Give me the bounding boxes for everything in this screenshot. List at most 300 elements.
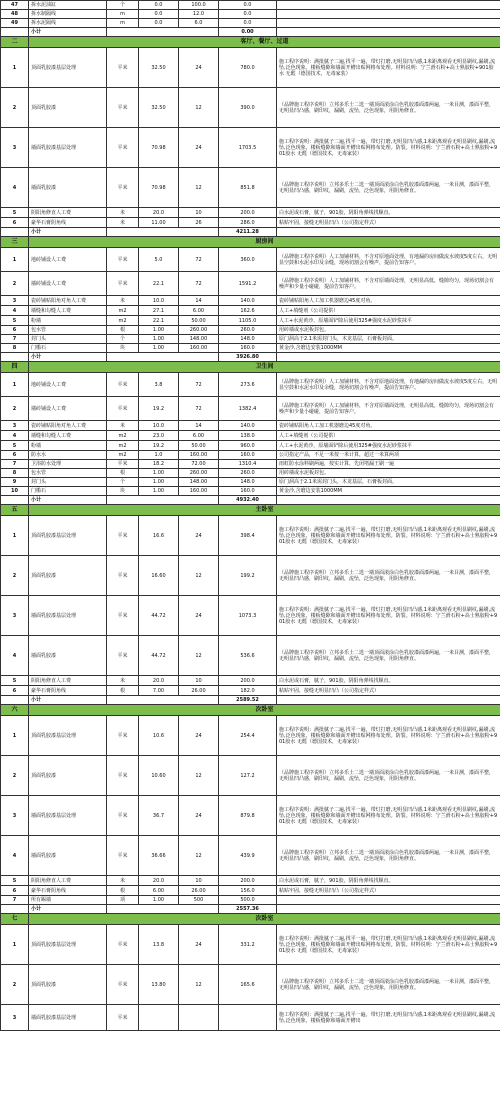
item-name: 墙砖铺设人工费 [29,397,107,421]
item-name: 封门头 [29,335,107,344]
item-amount: 200.0 [219,676,277,686]
subtotal-blank [277,905,500,914]
row-number: 4 [1,431,29,441]
item-unit: m [107,19,139,28]
item-unit: 平米 [107,168,139,208]
item-name: 墙面乳胶漆基层处理 [29,128,107,168]
table-row [1,596,500,636]
item-amount: 160.0 [219,487,277,496]
item-description: 原门洞高于2.1米需封门头，木龙基层，石膏板封面。 [277,335,500,344]
subtotal-amount: 2589.52 [219,696,277,705]
row-number: 10 [1,487,29,496]
item-description: 施工程序说明：满批腻子二遍,找平一遍，带灯打磨,无明显凹凸感,1米距离观看无明显刷纹,漏刷,流坠,泛色现象，楼板缝隙和墙面开槽出贴网格布处理。防裂。材料说明：宁兰滑石粉+高士熟胶粉+901胶水 无醛（德国技术，无毒家装） [277,716,500,756]
item-name: 拆水泥油缸 [29,1,107,10]
item-description: 施工程序说明：满批腻子二遍,找平一遍，带灯打磨,无明显凹凸感,1米距离观看无明显刷纹,漏刷,流坠,泛色现象，楼板缝隙和墙面开槽出 [277,1005,500,1031]
subtotal-blank [107,905,219,914]
item-description: 用砖墙或水泥板封包。 [277,326,500,335]
item-description: （品牌施工程序说明）人工加铺材料，不含对原墙面处理，无明显高低，缝隙均匀，现场切割会有噪声和少量小碰碰，提前告知客户。 [277,272,500,296]
table-row [1,1005,500,1031]
item-description: 人工+水泥黄沙，原墙面铲除后使用325#强度水泥砂浆抹平 [277,441,500,451]
item-quantity: 70.98 [139,168,179,208]
item-unit-price: 72 [179,272,219,296]
item-quantity: 0.0 [139,1,179,10]
table-row [1,516,500,556]
table-row [1,421,500,431]
item-quantity: 1.00 [139,487,179,496]
item-quantity: 10.60 [139,756,179,796]
item-unit-price: 260.00 [179,469,219,478]
item-quantity [139,1005,179,1031]
item-unit-price: 10 [179,676,219,686]
section-title: 主卧室 [29,505,500,516]
item-unit-price: 24 [179,596,219,636]
table-row [1,556,500,596]
item-unit: 米 [107,296,139,306]
item-description: 施工程序说明：满批腻子二遍,找平一遍，带灯打磨,无明显凹凸感,1米距离观看无明显刷纹,漏刷,流坠,泛色现象，楼板缝隙和墙面开槽出贴网格布处理。材料说明：宁兰滑石粉+高士熟胶粉+901胶水 无醛（德国技术，无毒家装） [277,48,500,88]
row-number: 3 [1,796,29,836]
item-description: 黄金沙,含磨边安装1000MM [277,344,500,353]
item-unit-price: 6.00 [179,431,219,441]
item-description [277,1,500,10]
item-unit: 平米 [107,796,139,836]
item-amount: 331.2 [219,925,277,965]
table-row [1,487,500,496]
item-description: （品牌施工程序说明）立邦多乐士二选一墙顶面滚涂白色乳胶漆面漆两遍，一米目测，漆面平整，无明显凹凸感，刷印纹，漏刷，流坠，泛色现象，用阴角修直。 [277,88,500,128]
item-amount: 286.0 [219,218,277,228]
item-name: 地砖铺设人工费 [29,248,107,272]
table-row [1,19,500,28]
item-quantity: 3.8 [139,373,179,397]
item-quantity: 32.50 [139,88,179,128]
subtotal-blank [277,496,500,505]
item-unit: 平米 [107,596,139,636]
item-name: 包水管 [29,469,107,478]
section-header-row [1,37,500,48]
item-amount: 500.0 [219,896,277,905]
section-title: 厨房间 [29,237,500,248]
item-description: 粘贴牢固，接缝无明显凹凸（公司指定样式） [277,886,500,896]
row-number: 4 [1,168,29,208]
item-unit-price: 72 [179,248,219,272]
item-amount: 439.9 [219,836,277,876]
item-unit: 米 [107,421,139,431]
section-title: 次卧室 [29,705,500,716]
table-row [1,397,500,421]
item-quantity: 22.1 [139,272,179,296]
item-amount: 390.0 [219,88,277,128]
row-number: 3 [1,128,29,168]
item-unit-price: 148.00 [179,478,219,487]
item-quantity: 36.66 [139,836,179,876]
subtotal-blank [277,696,500,705]
item-unit: m [107,10,139,19]
item-amount [219,1005,277,1031]
subtotal-blank [277,353,500,362]
table-row [1,796,500,836]
item-unit: 米 [107,208,139,218]
item-description: 原门洞高于2.1米需封门头，木龙基层，石膏板封面。 [277,478,500,487]
item-unit: 根 [107,886,139,896]
table-row [1,431,500,441]
item-unit-price: 12 [179,88,219,128]
row-number: 3 [1,296,29,306]
row-number: 6 [1,886,29,896]
item-name: 拆水泥隔线 [29,19,107,28]
item-amount: 156.0 [219,886,277,896]
item-amount: 1703.5 [219,128,277,168]
item-quantity: 44.72 [139,596,179,636]
item-unit: 平米 [107,48,139,88]
row-number: 6 [1,218,29,228]
table-row [1,218,500,228]
item-amount: 0.0 [219,1,277,10]
item-description: 白水泥或石膏，腻子，901胶，阴阳角弹线找顺直。 [277,208,500,218]
item-name: 顶面乳胶漆 [29,756,107,796]
section-number: 二 [1,37,29,48]
item-unit-price: 50.00 [179,441,219,451]
subtotal-row [1,353,500,362]
item-description: 瓷砖铺贴阳角人工加工机器磨边45度对角。 [277,421,500,431]
item-unit: 平米 [107,272,139,296]
item-quantity: 0.0 [139,10,179,19]
table-row [1,335,500,344]
subtotal-label: 小计 [29,353,107,362]
item-quantity: 32.50 [139,48,179,88]
item-quantity: 36.7 [139,796,179,836]
item-unit-price: 260.00 [179,326,219,335]
item-description [277,19,500,28]
table-row [1,296,500,306]
item-unit-price: 26.00 [179,886,219,896]
item-unit-price: 148.00 [179,335,219,344]
item-amount: 960.0 [219,441,277,451]
item-quantity: 20.0 [139,208,179,218]
item-name: 豪华石膏阴角线 [29,686,107,696]
table-row [1,716,500,756]
item-name: 阴阳角修直人工费 [29,208,107,218]
item-unit-price: 72.00 [179,460,219,469]
item-amount: 200.0 [219,208,277,218]
item-name: 顶面乳胶漆 [29,965,107,1005]
item-description: （品牌施工程序说明）立邦多乐士二选一墙顶面滚涂白色乳胶漆面漆两遍，一米目测，漆面平整，无明显凹凸感，刷印纹，漏刷，流坠，泛色现象，用阴角修直。 [277,965,500,1005]
item-name: 顶面乳胶漆基层处理 [29,925,107,965]
row-number: 4 [1,306,29,316]
item-unit-price: 10 [179,208,219,218]
item-unit-price: 12 [179,636,219,676]
item-amount: 127.2 [219,756,277,796]
row-number: 7 [1,460,29,469]
item-unit: 米 [107,676,139,686]
row-number: 2 [1,88,29,128]
section-header-row [1,505,500,516]
item-name: 顶面乳胶漆基层处理 [29,516,107,556]
section-title: 次卧室 [29,914,500,925]
item-unit: 块 [107,344,139,353]
subtotal-amount: 4932.40 [219,496,277,505]
row-number: 5 [1,441,29,451]
subtotal-blank [1,905,29,914]
subtotal-blank [1,353,29,362]
subtotal-blank [1,496,29,505]
item-description: 用砖墙或水泥板封包。 [277,469,500,478]
row-number: 2 [1,556,29,596]
row-number: 1 [1,925,29,965]
subtotal-row [1,228,500,237]
item-amount: 1105.0 [219,316,277,326]
item-description: 瓷砖铺贴阳角人工加工机器磨边45度对角。 [277,296,500,306]
item-unit: 平米 [107,556,139,596]
item-quantity: 44.72 [139,636,179,676]
row-number: 48 [1,10,29,19]
item-amount: 260.0 [219,469,277,478]
subtotal-amount: 4211.28 [219,228,277,237]
item-description: 粘贴牢固，接缝无明显凹凸（公司指定样式） [277,686,500,696]
item-description: 雨虹防水涂料刷两遍，按实计算，先闭堵漏王刷一遍 [277,460,500,469]
item-amount: 398.4 [219,516,277,556]
item-unit-price: 6.0 [179,19,219,28]
table-row [1,886,500,896]
item-name: 瓷砖铺贴阳角对角人工费 [29,421,107,431]
item-name: 地砖铺设人工费 [29,373,107,397]
subtotal-blank [107,696,219,705]
table-row [1,965,500,1005]
item-name: 墙面乳胶漆基层处理 [29,596,107,636]
row-number: 2 [1,965,29,1005]
item-amount: 1382.4 [219,397,277,421]
subtotal-blank [107,496,219,505]
item-quantity: 16.6 [139,516,179,556]
row-number: 8 [1,344,29,353]
item-unit-price: 14 [179,421,219,431]
table-row [1,208,500,218]
item-name: 顶面乳胶漆基层处理 [29,48,107,88]
item-quantity: 1.0 [139,451,179,460]
item-unit-price: 24 [179,516,219,556]
item-amount: 780.0 [219,48,277,88]
item-description: （品牌施工程序说明）人工加铺材料，不含对原地面处理，有地漏的房间做流水坡度5度左右，无明显空鼓和水泥水印及余缝，现场切割会有噪声，提前告知客户。 [277,373,500,397]
item-quantity: 0.0 [139,19,179,28]
table-row [1,306,500,316]
item-quantity: 1.00 [139,896,179,905]
item-amount: 148.0 [219,478,277,487]
item-quantity: 1.00 [139,469,179,478]
item-amount: 1073.3 [219,596,277,636]
subtotal-blank [107,353,219,362]
section-title: 客厅、餐厅、过道 [29,37,500,48]
table-row [1,478,500,487]
item-name: 所有踢墙 [29,896,107,905]
item-unit-price: 12 [179,756,219,796]
item-name: 顶面乳胶漆 [29,556,107,596]
item-unit: 平米 [107,373,139,397]
table-row [1,272,500,296]
item-quantity: 20.0 [139,876,179,886]
item-name: 豪华石膏阴角线 [29,886,107,896]
item-unit-price: 10 [179,876,219,886]
item-unit: 平米 [107,460,139,469]
section-header-row [1,914,500,925]
item-name: 墙面乳胶漆基层处理 [29,796,107,836]
item-quantity: 22.1 [139,316,179,326]
row-number: 49 [1,19,29,28]
item-description: 施工程序说明：满批腻子二遍,找平一遍，带灯打磨,无明显凹凸感,1米距离观看无明显刷纹,漏刷,流坠,泛色现象，楼板缝隙和墙面开槽出贴网格布处理。防裂。材料说明：宁兰滑石粉+高士熟胶粉+901胶水 无醛（德国技术，无毒家装） [277,596,500,636]
row-number: 7 [1,335,29,344]
item-unit: 平米 [107,516,139,556]
table-row [1,248,500,272]
item-unit: m2 [107,431,139,441]
row-number: 6 [1,451,29,460]
row-number: 8 [1,469,29,478]
table-row [1,876,500,886]
subtotal-row [1,905,500,914]
item-description: 施工程序说明：满批腻子二遍,找平一遍，带灯打磨,无明显凹凸感,1米距离观看无明显刷纹,漏刷,流坠,泛色现象，楼板缝隙和墙面开槽出贴网格布处理。防裂。材料说明：宁兰滑石粉+高士熟胶粉+901胶水 无醛（德国技术，无毒家装） [277,516,500,556]
item-unit-price: 24 [179,128,219,168]
row-number: 4 [1,636,29,676]
table-row [1,451,500,460]
item-unit: 个 [107,335,139,344]
item-quantity: 18.2 [139,460,179,469]
item-amount: 138.0 [219,431,277,441]
item-unit-price: 26.00 [179,686,219,696]
row-number: 2 [1,272,29,296]
item-name: 拆水制隔线 [29,10,107,19]
subtotal-blank [107,28,219,37]
item-name: 墙面乳胶漆基层处理 [29,1005,107,1031]
item-description: 施工程序说明：满批腻子二遍,找平一遍，带灯打磨,无明显凹凸感,1米距离观看无明显刷纹,漏刷,流坠,泛色现象，楼板缝隙和墙面开槽出贴网格布处理。防裂。材料说明：宁兰滑石粉+高士熟胶粉+901胶水 无醛（德国技术，无毒家装） [277,925,500,965]
item-description: （品牌施工程序说明）立邦多乐士二选一墙顶面滚涂白色乳胶漆面漆两遍，一米目测，漆面平整，无明显凹凸感，刷印纹，漏刷，流坠，泛色现象，用阴角修直。 [277,168,500,208]
row-number: 3 [1,596,29,636]
item-name: 卫浴防水处理 [29,460,107,469]
row-number: 47 [1,1,29,10]
item-unit-price: 160.00 [179,487,219,496]
row-number: 5 [1,676,29,686]
item-unit-price [179,1005,219,1031]
item-amount: 160.0 [219,344,277,353]
item-unit: 块 [107,487,139,496]
table-row [1,441,500,451]
table-row [1,128,500,168]
item-name: 墙缝和勾缝人工费 [29,431,107,441]
item-name: 墙面乳胶漆 [29,168,107,208]
item-quantity: 7.00 [139,686,179,696]
row-number: 3 [1,421,29,431]
table-row [1,896,500,905]
item-unit-price: 24 [179,925,219,965]
item-amount: 160.0 [219,451,277,460]
item-quantity: 10.0 [139,296,179,306]
row-number: 1 [1,248,29,272]
item-amount: 140.0 [219,296,277,306]
subtotal-blank [1,228,29,237]
item-amount: 148.0 [219,335,277,344]
row-number: 4 [1,836,29,876]
item-unit: 根 [107,326,139,335]
item-name: 封门头 [29,478,107,487]
item-name: 门槛石 [29,344,107,353]
item-unit: 平米 [107,756,139,796]
item-amount: 0.0 [219,19,277,28]
table-row [1,10,500,19]
subtotal-row [1,496,500,505]
table-row [1,686,500,696]
item-name: 粉墙 [29,316,107,326]
item-unit-price: 24 [179,796,219,836]
item-amount: 1591.2 [219,272,277,296]
item-name: 墙面乳胶漆 [29,636,107,676]
item-unit: 平米 [107,397,139,421]
item-quantity: 13.80 [139,965,179,1005]
item-description: 黄金沙,含磨边安装1000MM [277,487,500,496]
quotation-body [1,1,500,1031]
item-unit: 米 [107,876,139,886]
section-number: 三 [1,237,29,248]
table-row [1,460,500,469]
item-description: 粘贴牢固，接缝无明显凹凸（公司指定样式） [277,218,500,228]
section-number: 四 [1,362,29,373]
item-amount: 536.6 [219,636,277,676]
item-unit-price: 160.00 [179,344,219,353]
item-unit-price: 50.00 [179,316,219,326]
item-name: 顶面乳胶漆 [29,88,107,128]
item-description: 白水泥或石膏，腻子，901胶，阴阳角弹线找顺直。 [277,676,500,686]
item-quantity: 10.6 [139,716,179,756]
table-row [1,48,500,88]
item-unit: 平米 [107,248,139,272]
item-quantity: 6.00 [139,886,179,896]
item-name: 墙面乳胶漆 [29,836,107,876]
item-name: 墙砖铺设人工费 [29,272,107,296]
subtotal-amount: 3926.80 [219,353,277,362]
item-unit: m2 [107,316,139,326]
table-row [1,636,500,676]
item-name: 顶面乳胶漆基层处理 [29,716,107,756]
subtotal-label: 小计 [29,696,107,705]
item-unit: 平米 [107,716,139,756]
item-name: 豪华石膏阴角线 [29,218,107,228]
subtotal-blank [107,228,219,237]
item-unit: 平米 [107,636,139,676]
item-description: 白水泥或石膏，腻子，901胶，阴阳角弹线找顺直。 [277,876,500,886]
row-number: 5 [1,208,29,218]
table-row [1,836,500,876]
item-unit: 个 [107,1,139,10]
subtotal-blank [1,28,29,37]
item-quantity: 5.0 [139,248,179,272]
item-unit: 根 [107,686,139,696]
item-quantity: 70.98 [139,128,179,168]
item-quantity: 19.2 [139,397,179,421]
item-quantity: 13.8 [139,925,179,965]
subtotal-label: 小计 [29,496,107,505]
section-number: 六 [1,705,29,716]
item-quantity: 11.00 [139,218,179,228]
row-number: 7 [1,896,29,905]
item-description: 施工程序说明：满批腻子二遍,找平一遍，带灯打磨,无明显凹凸感,1米距离观看无明显刷纹,漏刷,流坠,泛色现象，楼板缝隙和墙面开槽出贴网格布处理。防裂。材料说明：宁兰滑石粉+高士熟胶粉+901胶水 无醛（德国技术，无毒家装） [277,796,500,836]
item-amount: 273.6 [219,373,277,397]
item-description: 公司指定产品，不足一米按一米计算，超过一米算两项 [277,451,500,460]
item-name: 墙缝和勾缝人工费 [29,306,107,316]
row-number: 3 [1,1005,29,1031]
item-amount: 165.6 [219,965,277,1005]
item-description: 人工+水泥黄沙，原墙面铲除后使用325#强度水泥砂浆抹平 [277,316,500,326]
section-header-row [1,705,500,716]
section-number: 五 [1,505,29,516]
item-amount: 182.0 [219,686,277,696]
item-amount: 162.6 [219,306,277,316]
item-description: （品牌施工程序说明）立邦多乐士二选一墙顶面滚涂白色乳胶漆面漆两遍，一米目测，漆面平整，无明显凹凸感，刷印纹，漏刷，流坠，泛色现象，用阴角修直。 [277,756,500,796]
row-number: 6 [1,686,29,696]
subtotal-label: 小计 [29,28,107,37]
